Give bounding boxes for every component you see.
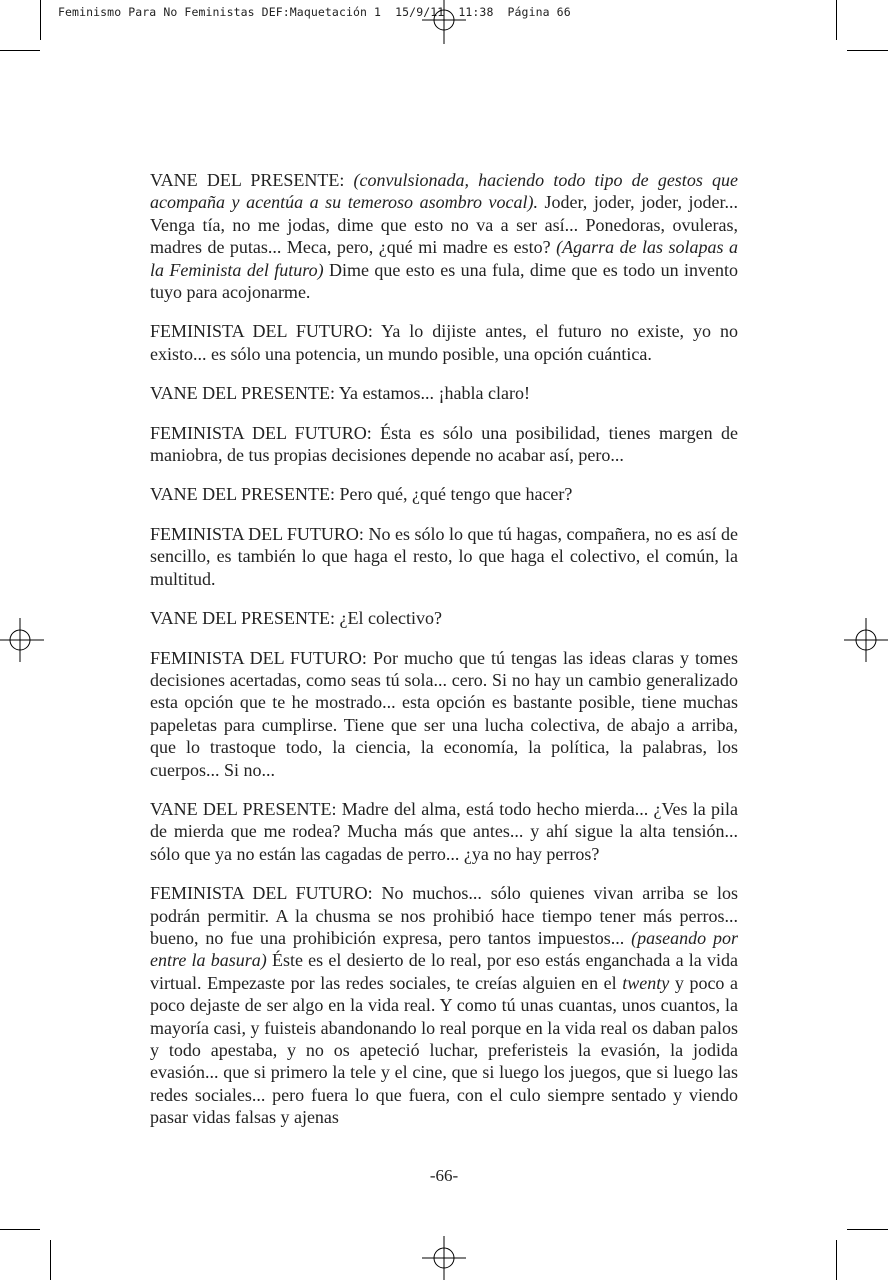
dialogue-paragraph bbox=[150, 607, 738, 629]
speech-text: No muchos... sólo quienes vivan arriba se los podrán permitir. A la chusma se nos prohibió hace tiempo tener más perros... bueno, no fue una prohibición expresa, pero tantos impuestos... bbox=[150, 883, 738, 948]
speaker-name: VANE DEL PRESENTE: bbox=[150, 484, 336, 505]
dialogue-paragraph bbox=[150, 647, 738, 781]
crop-mark-top-left-v bbox=[40, 0, 41, 40]
dialogue-paragraph bbox=[150, 169, 738, 303]
speaker-name: FEMINISTA DEL FUTURO: bbox=[150, 647, 367, 668]
stage-direction: (Agarra de las solapas a la Feminista del futuro) bbox=[150, 237, 738, 280]
crop-mark-bottom-right-h bbox=[847, 1229, 888, 1230]
speech-text: ¿El colectivo? bbox=[335, 608, 442, 629]
dialogue-paragraph bbox=[150, 483, 738, 505]
crop-mark-bottom-right-v bbox=[836, 1240, 837, 1280]
dialogue-text bbox=[150, 169, 738, 1146]
speaker-name: FEMINISTA DEL FUTURO: bbox=[150, 523, 364, 544]
speech-text: Joder, joder, joder, joder... Venga tía, no me jodas, dime que esto no va a ser así... Ponedoras, ovuleras, madres de putas... Meca, pero, ¿qué mi madre es esto? bbox=[150, 192, 738, 258]
registration-mark-left-icon bbox=[0, 618, 44, 662]
speech-text: Ya lo dijiste antes, el futuro no existe, yo no existo... es sólo una potencia, un mundo posible, una opción cuántica. bbox=[150, 321, 738, 364]
dialogue-paragraph bbox=[150, 422, 738, 467]
registration-mark-bottom-icon bbox=[422, 1236, 466, 1280]
page-number: -66- bbox=[429, 1166, 459, 1185]
speech-text: Pero qué, ¿qué tengo que hacer? bbox=[335, 484, 573, 505]
crop-mark-top-left-h bbox=[0, 50, 40, 51]
dialogue-paragraph bbox=[150, 523, 738, 590]
speaker-name: FEMINISTA DEL FUTURO: bbox=[150, 321, 373, 342]
speaker-name: VANE DEL PRESENTE: bbox=[150, 170, 345, 190]
print-slug: Feminismo Para No Feministas DEF:Maquetación 1 15/9/11 11:38 Página 66 bbox=[58, 5, 571, 19]
dialogue-paragraph bbox=[150, 382, 738, 404]
stage-direction: (convulsionada, haciendo todo tipo de gestos que acompaña y acentúa a su temeroso asombro vocal). bbox=[150, 170, 738, 213]
speech-text: Éste es el desierto de lo real, por eso estás enganchada a la vida virtual. Empezaste por las redes sociales, te creías alguien en el bbox=[150, 950, 739, 993]
speech-text: Ya estamos... ¡habla claro! bbox=[335, 383, 530, 404]
crop-mark-bottom-left-v bbox=[50, 1240, 51, 1280]
speech-text: Dime que esto es una fula, dime que es todo un invento tuyo para acojonarme. bbox=[150, 259, 738, 303]
speaker-name: VANE DEL PRESENTE: bbox=[150, 608, 336, 629]
speaker-name: FEMINISTA DEL FUTURO: bbox=[150, 422, 372, 443]
crop-mark-top-right-h bbox=[847, 50, 888, 51]
speech-text: Madre del alma, está todo hecho mierda... ¿Ves la pila de mierda que me rodea? Mucha más que antes... y ahí sigue la alta tensión... sólo que ya no están las cagadas de perro... ¿ya no hay perros? bbox=[150, 798, 738, 864]
registration-mark-right-icon bbox=[844, 618, 888, 662]
speech-text: Ésta es sólo una posibilidad, tienes margen de maniobra, de tus propias decisiones depende no acabar así, pero... bbox=[150, 422, 738, 466]
dialogue-paragraph bbox=[150, 798, 738, 865]
dialogue-paragraph bbox=[150, 320, 738, 365]
speech-text: No es sólo lo que tú hagas, compañera, no es así de sencillo, es también lo que haga el resto, lo que haga el colectivo, el común, la multitud. bbox=[150, 523, 739, 589]
crop-mark-top-right-v bbox=[836, 0, 837, 40]
stage-direction: twenty bbox=[622, 972, 670, 993]
registration-mark-top-icon bbox=[422, 0, 466, 44]
speech-text: y poco a poco dejaste de ser algo en la vida real. Y como tú unas cuantas, unos cuantos, la mayoría casi, y fuisteis abandonando lo real porque en la vida real os daban palos y todo apestaba, y no os apeteció luchar, preferisteis la evasión, la jodida evasión... que si primero la tele y el cine, que si luego los juegos, que si luego las redes sociales... pero fuera lo que fuera, con el culo siempre sentado y viendo pasar vidas falsas y ajenas bbox=[150, 972, 739, 1128]
dialogue-paragraph bbox=[150, 882, 738, 1128]
speech-text: Por mucho que tú tengas las ideas claras y tomes decisiones acertadas, como seas tú sola... cero. Si no hay un cambio generalizado esta opción que te he mostrado... esta opción es bastante posible, tiene muchas papeletas para cumplirse. Tiene que ser una lucha colectiva, de abajo a arriba, que lo trastoque todo, la ciencia, la economía, la política, la palabras, los cuerpos... Si no... bbox=[150, 647, 738, 780]
crop-mark-bottom-left-h bbox=[0, 1229, 40, 1230]
speaker-name: VANE DEL PRESENTE: bbox=[150, 383, 336, 404]
stage-direction: (paseando por entre la basura) bbox=[150, 927, 738, 971]
speaker-name: VANE DEL PRESENTE: bbox=[150, 798, 337, 819]
speaker-name: FEMINISTA DEL FUTURO: bbox=[150, 883, 373, 904]
